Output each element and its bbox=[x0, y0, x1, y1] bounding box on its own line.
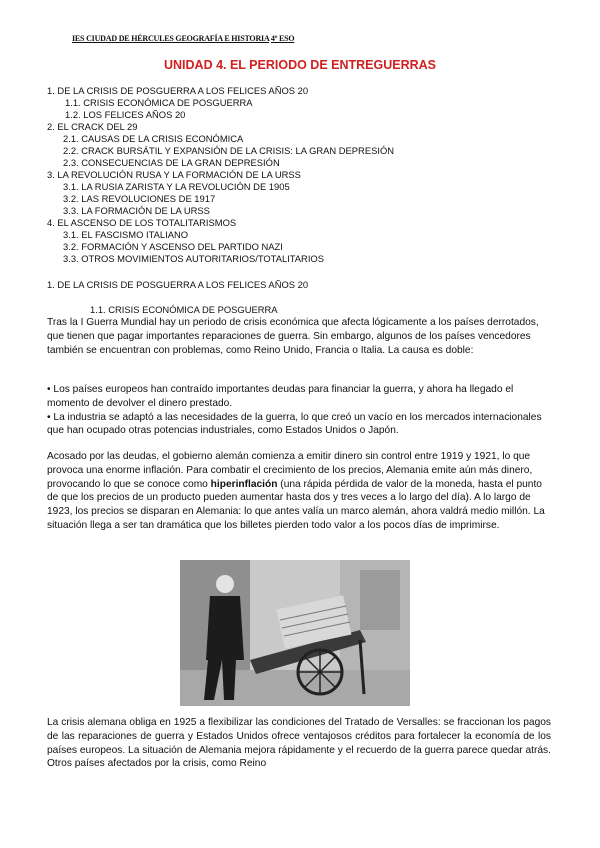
section-heading: 1. DE LA CRISIS DE POSGUERRA A LOS FELICES AÑOS 20 bbox=[47, 279, 309, 290]
bullet-item: • La industria se adaptó a las necesidades de la guerra, lo que creó un vacío en los mercados internacionales que han ocupado otras potencias industriales, como Estados Unidos o Japón. bbox=[47, 411, 542, 437]
page-header bbox=[72, 34, 294, 43]
historical-photo bbox=[180, 560, 410, 706]
closing-paragraph: La crisis alemana obliga en 1925 a flexibilizar las condiciones del Tratado de Versalles: se fraccionan los pagos de las reparaciones de guerra y Estados Unidos ofrece ventajosos créditos para fortalecer la economía de los países europeos. La situación de Alemania mejora rápidamente y el recuerdo de la guerra parece quedar atrás. Otros países afectados por la crisis, como Reino bbox=[47, 717, 551, 770]
toc-item: 3.3. OTROS MOVIMIENTOS AUTORITARIOS/TOTALITARIOS bbox=[63, 253, 324, 264]
paragraph-text: Acosado por las deudas, el gobierno alemán comienza a emitir dinero sin control entre 1919 y 1921, lo que provoca una enorme inflación. Para combatir el crecimiento de los precios, Alemania emite aún más dinero, provocando lo que se conoce como bbox=[47, 451, 533, 490]
bold-term: hiperinflación bbox=[210, 478, 278, 490]
toc-item: 3. LA REVOLUCIÓN RUSA Y LA FORMACIÓN DE LA URSS bbox=[47, 169, 301, 180]
toc-item: 3.2. FORMACIÓN Y ASCENSO DEL PARTIDO NAZI bbox=[63, 241, 283, 252]
header-school: IES CIUDAD DE HÉRCULES GEOGRAFÍA E HISTORIA bbox=[72, 34, 270, 43]
table-of-contents bbox=[47, 85, 394, 265]
toc-item: 4. EL ASCENSO DE LOS TOTALITARISMOS bbox=[47, 217, 237, 228]
bullet-list bbox=[47, 383, 551, 438]
bullet-item: • Los países europeos han contraído importantes deudas para financiar la guerra, y ahora ha llegado el momento de devolver el dinero prestado. bbox=[47, 384, 514, 409]
toc-item: 2.1. CAUSAS DE LA CRISIS ECONÓMICA bbox=[63, 133, 244, 144]
photo-illustration bbox=[180, 560, 410, 706]
page-title: UNIDAD 4. EL PERIODO DE ENTREGUERRAS bbox=[163, 58, 437, 72]
toc-item: 2. EL CRACK DEL 29 bbox=[47, 121, 138, 132]
paragraph-text: (una rápida pérdida de valor de la moneda, hasta el punto de que los precios de un producto pueden aumentar hasta dos y tres veces a lo largo del día). A lo largo de 1923, los precios se disparan en Alemania: lo que antes valía un marco alemán, ahora valdrá medio millón. La situación llega a ser tan dramática que los billetes pierden todo valor a los pocos días de imprimirse. bbox=[47, 478, 545, 531]
header-course: 4º ESO bbox=[270, 34, 295, 43]
toc-item: 3.1. EL FASCISMO ITALIANO bbox=[63, 229, 189, 240]
intro-paragraph: Tras la I Guerra Mundial hay un periodo de crisis económica que afecta lógicamente a los países derrotados, que tienen que pagar importantes reparaciones de guerra. Sin embargo, algunos de los países vencedores también se encuentran con problemas, como Reino Unido, Francia o Italia. La causa es doble: bbox=[47, 317, 539, 356]
hyperinflation-paragraph bbox=[47, 450, 551, 533]
toc-item: 1.1. CRISIS ECONÓMICA DE POSGUERRA bbox=[65, 97, 253, 108]
toc-item: 1.2. LOS FELICES AÑOS 20 bbox=[65, 109, 186, 120]
toc-item: 2.3. CONSECUENCIAS DE LA GRAN DEPRESIÓN bbox=[63, 157, 280, 168]
subsection-heading: 1.1. CRISIS ECONÓMICA DE POSGUERRA bbox=[90, 304, 278, 315]
toc-item: 3.3. LA FORMACIÓN DE LA URSS bbox=[63, 205, 210, 216]
toc-item: 3.1. LA RUSIA ZARISTA Y LA REVOLUCIÓN DE 1905 bbox=[63, 181, 290, 192]
toc-item: 3.2. LAS REVOLUCIONES DE 1917 bbox=[63, 193, 216, 204]
toc-item: 1. DE LA CRISIS DE POSGUERRA A LOS FELICES AÑOS 20 bbox=[47, 85, 309, 96]
toc-item: 2.2. CRACK BURSÁTIL Y EXPANSIÓN DE LA CRISIS: LA GRAN DEPRESIÓN bbox=[63, 145, 395, 156]
